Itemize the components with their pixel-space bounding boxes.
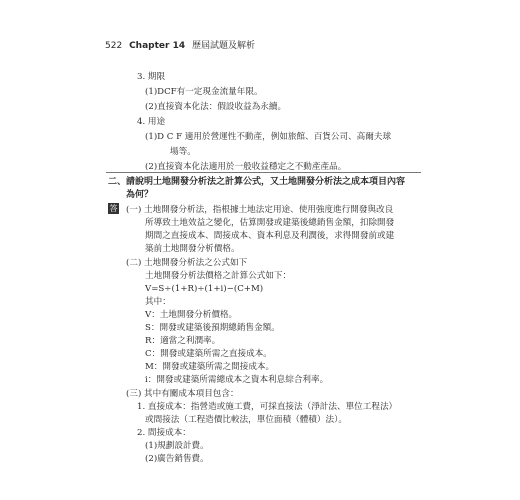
item-usage-2: (2)直接資本化法適用於一般收益穩定之不動產產品。 (145, 162, 347, 172)
answer-line-3: 期間之直接成本、間接成本、資本利息及利潤後，求得開發前或建 (145, 231, 395, 241)
def-c: C：開發或建築所需之直接成本。 (145, 349, 272, 359)
answer-line-5: (二) 土地開發分析法之公式如下 (126, 258, 248, 268)
answer-line-8: 其中： (145, 297, 171, 307)
question-line-1: 請說明土地開發分析法之計算公式，又土地開發分析法之成本項目內容 (126, 177, 406, 187)
answer-line-1: (一) 土地開發分析法，指根據土地法定用途、使用強度進行開發與改良 (126, 205, 394, 215)
formula-line: V=S÷(1+R)÷(1+i)−(C+M) (145, 284, 264, 294)
indirect-cost-2: (2)廣告銷售費。 (145, 454, 209, 464)
indirect-cost-1: (1)規劃設計費。 (145, 441, 209, 451)
answer-icon: 答 (109, 204, 118, 213)
chapter-title: 歷屆試題及解析 (191, 41, 255, 51)
def-s: S：開發或建築後預期總銷售金額。 (145, 323, 280, 333)
def-r: R：適當之利潤率。 (145, 336, 221, 346)
answer-line-4: 築前土地開發分析價格。 (145, 244, 240, 254)
item-usage-1-cont: 場等。 (170, 147, 196, 157)
direct-cost-cont: 或間接法（工程造價比較法，單位面積（體積）法）。 (145, 415, 347, 425)
item-period-1: (1)DCF有一定現金流量年限。 (145, 87, 263, 97)
item-heading-period: 3. 期限 (137, 72, 166, 82)
page-number: 522 (105, 41, 123, 51)
answer-line-6: 土地開發分析法價格之計算公式如下： (145, 271, 292, 281)
chapter-label: Chapter 14 (129, 41, 186, 51)
def-v: V：土地開發分析價格。 (145, 310, 238, 320)
direct-cost-line: 1. 直接成本：指營造或施工費，可採直接法（淨計法、單位工程法） (137, 402, 398, 412)
answer-line-2: 所導致土地效益之變化，估算開發或建築後總銷售金額，扣除開發 (145, 218, 395, 228)
def-m: M：開發或建築所需之間接成本。 (145, 362, 275, 372)
page-header (105, 38, 255, 51)
def-i: i：開發或建築所需總成本之資本利息綜合利率。 (145, 375, 329, 385)
item-usage-1: (1)D C F 適用於營運性不動產，例如旅館、百貨公司、高爾夫球 (145, 132, 392, 142)
item-period-2: (2)直接資本化法：假設收益為永續。 (145, 102, 287, 112)
item-heading-usage: 4. 用途 (137, 117, 166, 127)
question-top-rule (106, 172, 421, 173)
indirect-cost-line: 2. 間接成本： (137, 428, 191, 438)
question-label: 二、 (108, 177, 127, 187)
answer-line-15: (三) 其中有關成本項目包含： (126, 389, 239, 399)
question-line-2: 為何？ (126, 190, 154, 200)
